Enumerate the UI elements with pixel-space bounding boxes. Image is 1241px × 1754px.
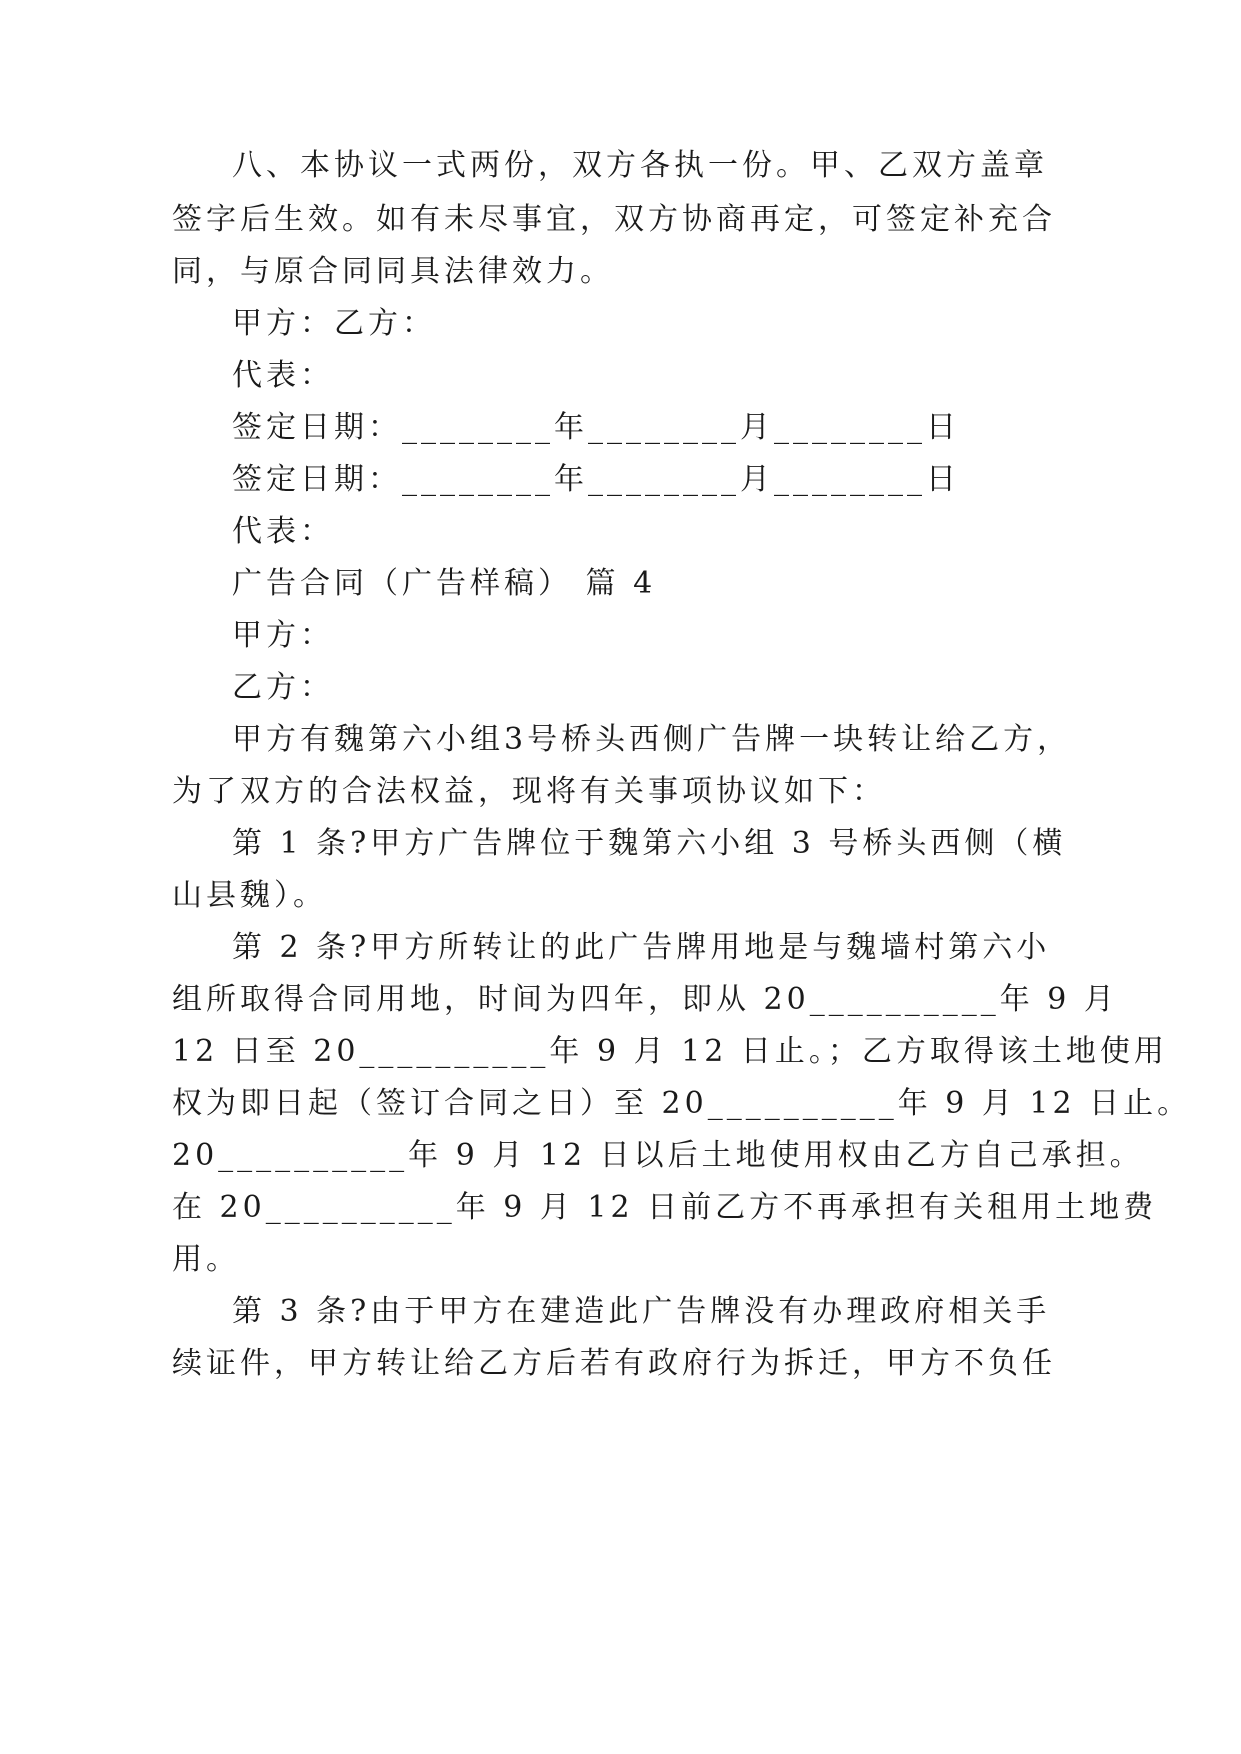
article-line: 第 1 条?甲方广告牌位于魏第六小组 3 号桥头西侧（横 (232, 826, 1067, 861)
article-line: 权为即日起（签订合同之日）至 20__________年 9 月 12 日止。 (172, 1086, 1192, 1121)
paragraph-line: 同，与原合同同具法律效力。 (172, 254, 614, 289)
article-line: 12 日至 20__________年 9 月 12 日止。；乙方取得该土地使用 (172, 1034, 1168, 1069)
paragraph-line: 八、本协议一式两份，双方各执一份。甲、乙双方盖章 (232, 148, 1048, 183)
party-line: 甲方：乙方： (232, 306, 436, 341)
paragraph-line: 甲方有魏第六小组3号桥头西侧广告牌一块转让给乙方， (232, 722, 1072, 757)
section-heading: 广告合同（广告样稿） 篇 4 (232, 566, 657, 601)
article-line: 组所取得合同用地，时间为四年，即从 20__________年 9 月 (172, 982, 1118, 1017)
paragraph-line: 签字后生效。如有未尽事宜，双方协商再定，可签定补充合 (172, 202, 1056, 237)
article-line: 在 20__________年 9 月 12 日前乙方不再承担有关租用土地费 (172, 1190, 1158, 1225)
party-b-line: 乙方： (232, 670, 334, 705)
party-a-line: 甲方： (232, 618, 334, 653)
article-line: 续证件，甲方转让给乙方后若有政府行为拆迁，甲方不负任 (172, 1346, 1056, 1381)
article-line: 山县魏）。 (172, 878, 327, 913)
article-line: 用。 (172, 1242, 240, 1277)
paragraph-line: 为了双方的合法权益，现将有关事项协议如下： (172, 774, 886, 809)
representative-line: 代表： (232, 514, 334, 549)
article-line: 第 3 条?由于甲方在建造此广告牌没有办理政府相关手 (232, 1294, 1051, 1329)
article-line: 第 2 条?甲方所转让的此广告牌用地是与魏墙村第六小 (232, 930, 1051, 965)
signing-date-line: 签定日期：________年________月________日 (232, 462, 960, 497)
article-line: 20__________年 9 月 12 日以后土地使用权由乙方自己承担。 (172, 1138, 1144, 1173)
signing-date-line: 签定日期：________年________月________日 (232, 410, 960, 445)
representative-line: 代表： (232, 358, 334, 393)
